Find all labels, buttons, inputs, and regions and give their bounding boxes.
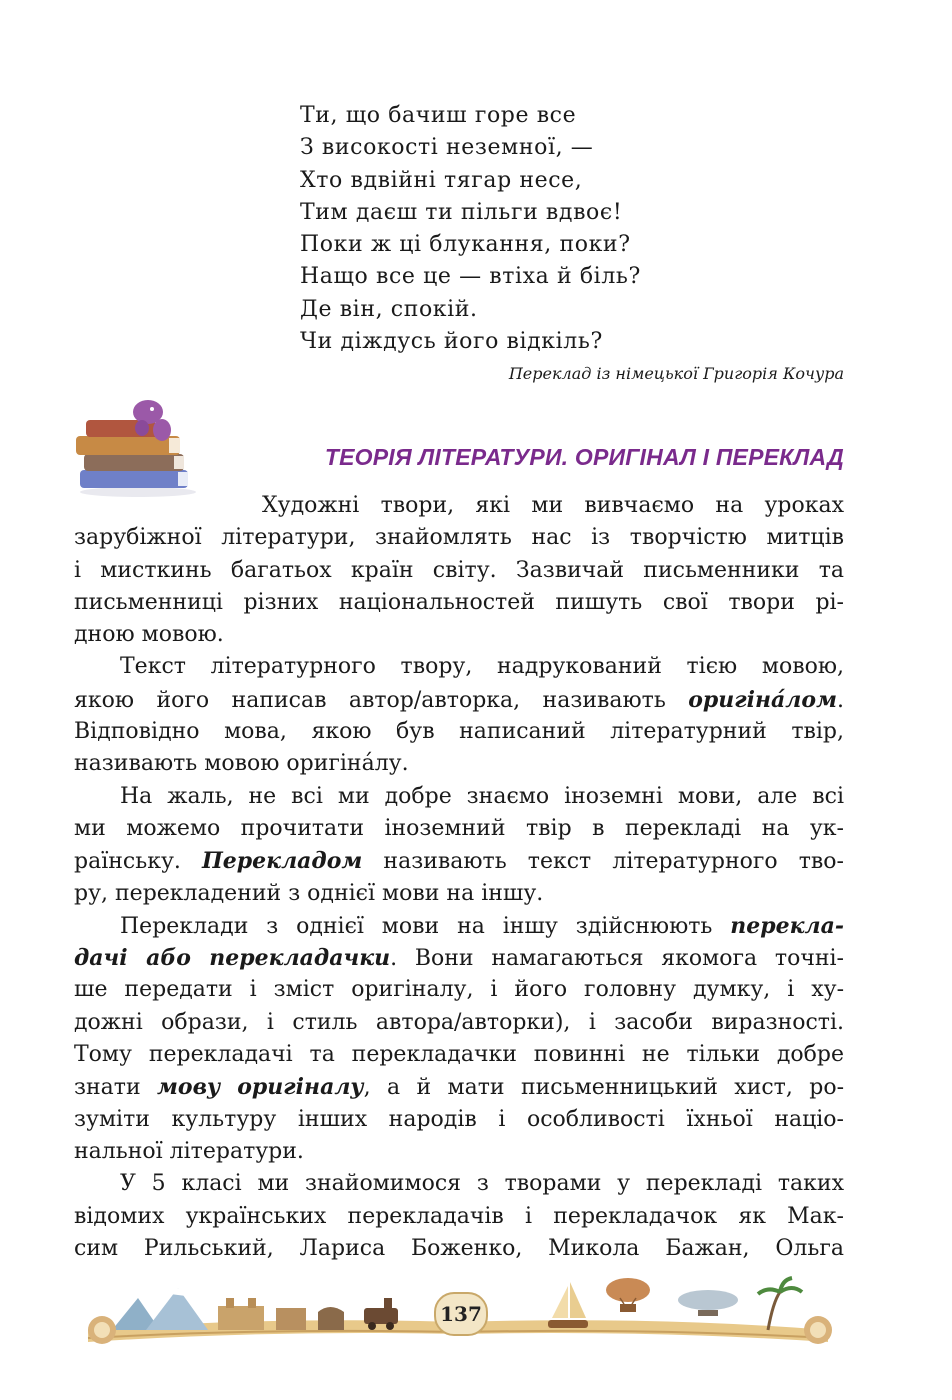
- paragraph-line: зуміти культуру інших народів і особливості їхньої націо-: [74, 1106, 844, 1132]
- paragraph-line: [74, 845, 844, 877]
- books-icon: [72, 398, 202, 498]
- text-run: знати: [74, 1075, 157, 1101]
- term-translation: Перекладом: [202, 848, 363, 875]
- body-text: [74, 490, 844, 1265]
- poem-line: Ти, що бачиш горе все: [300, 103, 577, 128]
- paragraph-line: дожні образи, і стиль автора/авторки), і засоби виразності.: [74, 1009, 844, 1035]
- term-translators: дачі або перекладачки: [74, 945, 391, 972]
- paragraph-line: нальної літератури.: [74, 1138, 304, 1164]
- paragraph-line: Текст літературного твору, надрукований тією мовою,: [120, 654, 844, 680]
- text-run: раїнську.: [74, 849, 203, 875]
- poem-line: Чи діждусь його відкіль?: [300, 329, 603, 355]
- term-translators: перекла-: [730, 912, 844, 939]
- paragraph-line: і мисткинь багатьох країн світу. Зазвичай письменники та: [74, 557, 844, 583]
- text-run: якою його написав автор/авторка, називають: [74, 687, 689, 713]
- paragraph-line: [74, 1071, 844, 1103]
- poem-line: З високості неземної, —: [300, 135, 594, 161]
- section-heading: ТЕОРІЯ ЛІТЕРАТУРИ. ОРИГІНАЛ І ПЕРЕКЛАД: [324, 444, 844, 470]
- paragraph-line: письменниці різних національностей пишуть свої твори рі-: [74, 589, 844, 615]
- poem-line: Нащо все це — втіха й біль?: [300, 264, 641, 290]
- paragraph-line: [74, 910, 844, 942]
- paragraph-line: ше передати і зміст оригіналу, і його головну думку, і ху-: [74, 977, 844, 1003]
- paragraph-line: ру, перекладений з однієї мови на іншу.: [74, 880, 544, 906]
- page-number: 137: [434, 1292, 488, 1336]
- paragraph-line: дною мовою.: [74, 622, 224, 648]
- paragraph-line: називають мовою оригіна́лу.: [74, 751, 409, 777]
- translation-credit: Переклад із німецької Григорія Кочура: [508, 364, 844, 383]
- paragraph-line: сим Рильський, Лариса Боженко, Микола Бажан, Ольга: [74, 1235, 844, 1261]
- paragraph-line: Відповідно мова, якою був написаний літературний твір,: [74, 719, 844, 745]
- text-run: .: [837, 687, 844, 713]
- text-run: Переклади з однієї мови на іншу здійснюють: [120, 913, 731, 939]
- poem-line: Поки ж ці блукання, поки?: [300, 232, 631, 258]
- paragraph-line: відомих українських перекладачів і перекладачок як Мак-: [74, 1203, 844, 1229]
- poem: [300, 100, 860, 358]
- text-run: , а й мати письменницький хист, ро-: [363, 1075, 844, 1101]
- text-run: . Вони намагаються якомога точні-: [390, 946, 844, 972]
- paragraph-line: Тому перекладачі та перекладачки повинні не тільки добре: [74, 1042, 844, 1068]
- paragraph-line: На жаль, не всі ми добре знаємо іноземні мови, але всі: [120, 783, 844, 809]
- paragraph-line: зарубіжної літератури, знайомлять нас із творчістю митців: [74, 525, 844, 551]
- paragraph-line: [74, 942, 844, 974]
- poem-line: Тим даєш ти пільги вдвоє!: [300, 199, 623, 225]
- poem-line: Де він, спокій.: [300, 296, 478, 322]
- term-source-language: мову оригіналу: [157, 1074, 364, 1101]
- paragraph-line: [74, 684, 844, 716]
- paragraph-line: ми можемо прочитати іноземний твір в перекладі на ук-: [74, 815, 844, 841]
- text-run: називають текст літературного тво-: [362, 849, 844, 875]
- paragraph-line: Художні твори, які ми вивчаємо на уроках: [262, 493, 844, 518]
- poem-line: Хто вдвійні тягар несе,: [300, 167, 583, 193]
- paragraph-line: У 5 класі ми знайомимося з творами у перекладі таких: [120, 1171, 844, 1197]
- term-original: оригіна́лом: [688, 686, 837, 713]
